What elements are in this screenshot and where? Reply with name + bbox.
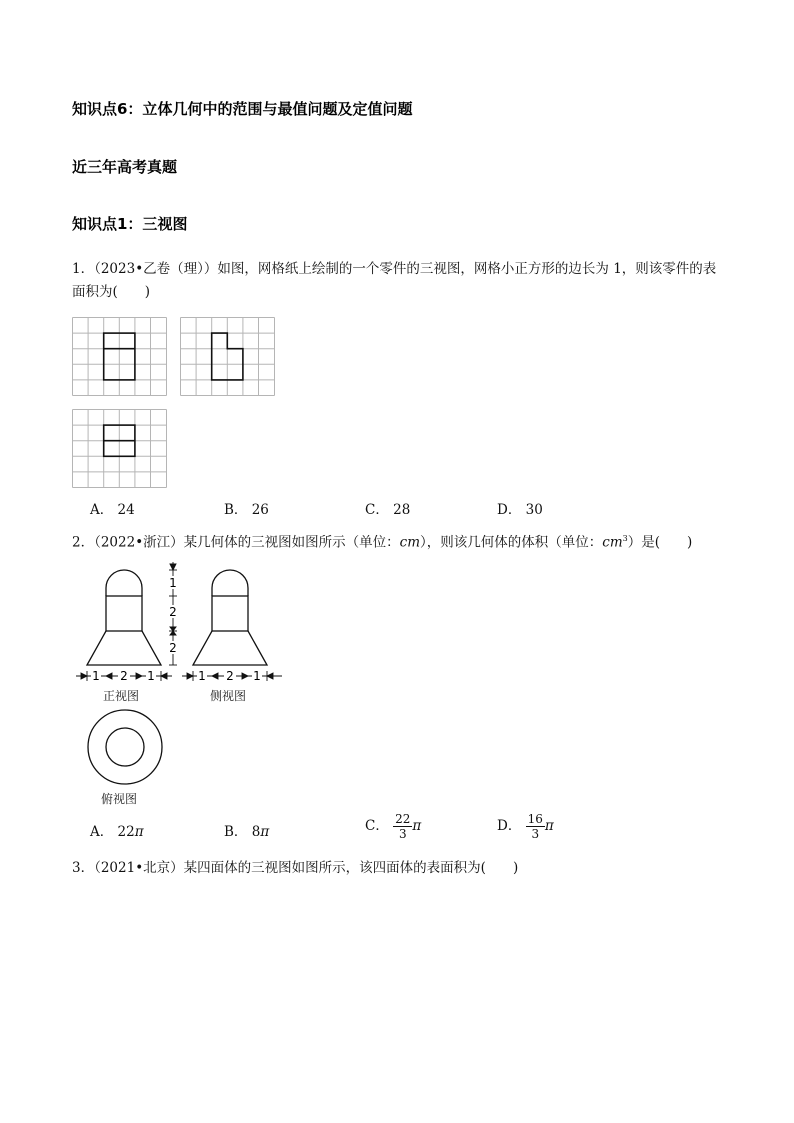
question-source: （2023•乙卷（理））: [94, 261, 218, 277]
dim-v-2: 2: [169, 605, 177, 619]
q2-option-c[interactable]: C． $\frac{22}{3}$ π: [365, 812, 422, 841]
heading-knowledge-point-1: 知识点1：三视图: [72, 215, 188, 233]
side-view-shape: [193, 570, 267, 665]
dim-h-3: 1: [147, 669, 155, 683]
unit-cm: cm: [399, 534, 421, 551]
front-view-shape: [87, 570, 161, 665]
unit-exponent: 3: [622, 534, 628, 543]
q1-option-d[interactable]: D． 30: [497, 502, 543, 518]
dim-h-5: 2: [226, 669, 234, 683]
label-front-view: 正视图: [103, 689, 140, 703]
grid-view-top: [72, 409, 167, 488]
q2-front-side-views: [72, 560, 287, 685]
q2-option-a[interactable]: A． 22π: [90, 824, 144, 840]
dim-h-1: 1: [92, 669, 100, 683]
label-top-view: 俯视图: [101, 792, 138, 806]
grid-lines: [73, 318, 167, 396]
fraction: $\frac{22}{3}$: [395, 812, 411, 841]
question-text: 如图，网格纸上绘制的一个零件的三视图，网格小正方形的边长为 1，则该零件的表: [217, 261, 717, 277]
question-text-c: ）是( ): [627, 534, 693, 551]
grid-lines: [181, 318, 275, 396]
question-number: 1．: [72, 261, 95, 277]
grid-view-front: [72, 317, 167, 396]
dim-v-1: 1: [169, 576, 177, 590]
question-text-b: ），则该几何体的体积（单位：: [420, 534, 603, 551]
q1-option-c[interactable]: C． 28: [365, 502, 411, 518]
dim-h-4: 1: [198, 669, 206, 683]
heading-recent-exams: 近三年高考真题: [72, 158, 178, 176]
question-number: 2．: [72, 534, 95, 551]
horizontal-dimension: [76, 671, 282, 681]
question-number: 3．: [72, 860, 95, 876]
grid-lines: [73, 410, 167, 488]
inner-circle: [106, 728, 144, 766]
dim-h-6: 1: [253, 669, 261, 683]
label-side-view: 侧视图: [210, 689, 247, 703]
question-2: [72, 527, 732, 555]
dim-h-2: 2: [120, 669, 128, 683]
heading-knowledge-point-6: 知识点6：立体几何中的范围与最值问题及定值问题: [72, 100, 413, 118]
grid-view-side: [180, 317, 275, 396]
outer-circle: [88, 710, 162, 784]
question-1-line-2: 面积为( ): [72, 284, 151, 300]
q1-option-a[interactable]: A． 24: [90, 502, 135, 518]
question-source: （2022•浙江）: [94, 534, 184, 551]
question-1: [72, 258, 732, 304]
question-3: [72, 857, 732, 880]
fraction: $\frac{16}{3}$: [527, 812, 543, 841]
question-1-line-1: [72, 258, 732, 281]
question-text-a: 某几何体的三视图如图所示（单位：: [183, 534, 400, 551]
q2-option-b[interactable]: B． 8π: [224, 824, 270, 840]
q2-option-d[interactable]: D． $\frac{16}{3}$ π: [497, 812, 554, 841]
question-text: 某四面体的三视图如图所示，该四面体的表面积为( ): [183, 860, 519, 876]
unit-cm-3: cm: [602, 534, 623, 551]
question-source: （2021•北京）: [94, 860, 184, 876]
q2-top-view: [86, 708, 164, 786]
q1-option-b[interactable]: B． 26: [224, 502, 269, 518]
dim-v-3: 2: [169, 641, 177, 655]
